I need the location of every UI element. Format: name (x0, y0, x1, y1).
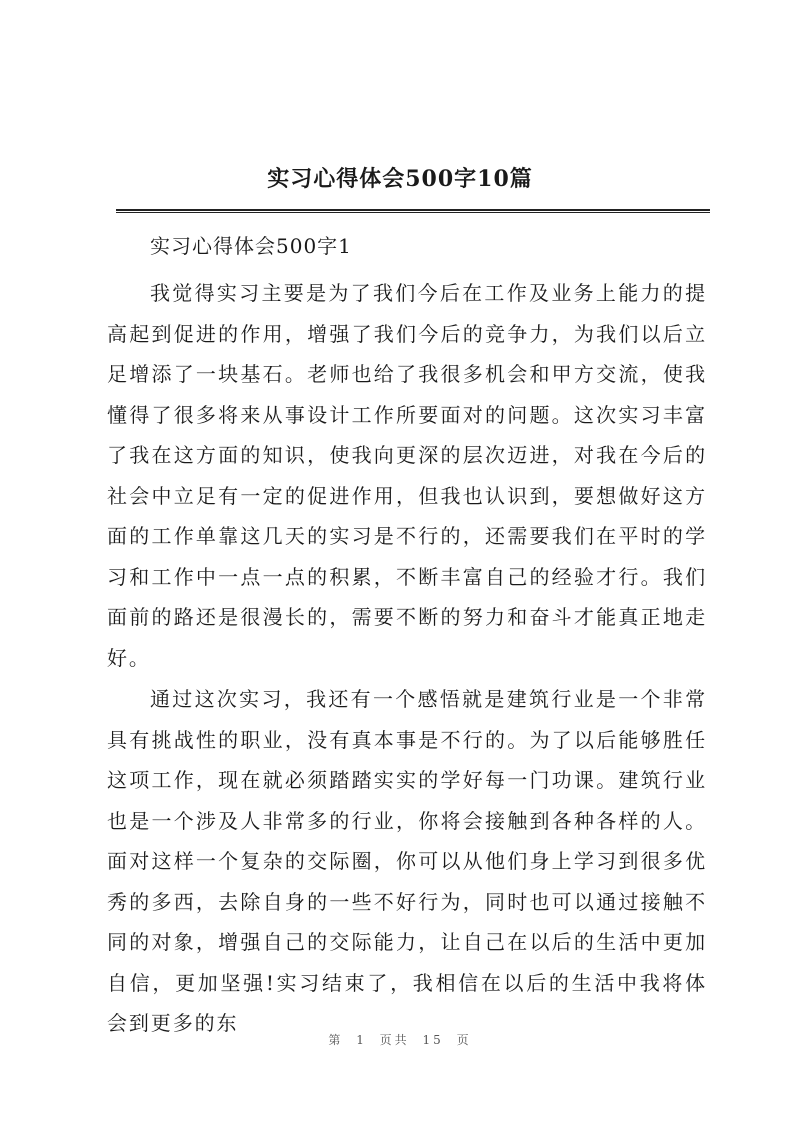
page-footer: 第 1 页共 15 页 (328, 1033, 472, 1047)
paragraph-1: 我觉得实习主要是为了我们今后在工作及业务上能力的提高起到促进的作用，增强了我们今后的竞争力，为我们以后立足增添了一块基石。老师也给了我很多机会和甲方交流，使我懂得了很多将来从事设计工作所要面对的问题。这次实习丰富了我在这方面的知识，使我向更深的层次迈进，对我在今后的社会中立足有一定的促进作用，但我也认识到，要想做好这方面的工作单靠这几天的实习是不行的，还需要我们在平时的学习和工作中一点一点的积累，不断丰富自己的经验才行。我们面前的路还是很漫长的，需要不断的努力和奋斗才能真正地走好。 (107, 281, 707, 670)
paragraph-2: 通过这次实习，我还有一个感悟就是建筑行业是一个非常具有挑战性的职业，没有真本事是不行的。为了以后能够胜任这项工作，现在就必须踏踏实实的学好每一门功课。建筑行业也是一个涉及人非常多的行业，你将会接触到各种各样的人。面对这样一个复杂的交际圈，你可以从他们身上学习到很多优秀的多西，去除自身的一些不好行为，同时也可以通过接触不同的对象，增强自己的交际能力，让自己在以后的生活中更加自信，更加坚强!实习结束了，我相信在以后的生活中我将体会到更多的东 (107, 687, 707, 1035)
title-divider (116, 209, 710, 213)
document-title: 实习心得体会500字10篇 (267, 166, 533, 192)
document-body (107, 228, 707, 1044)
section-heading: 实习心得体会500字1 (150, 234, 352, 258)
